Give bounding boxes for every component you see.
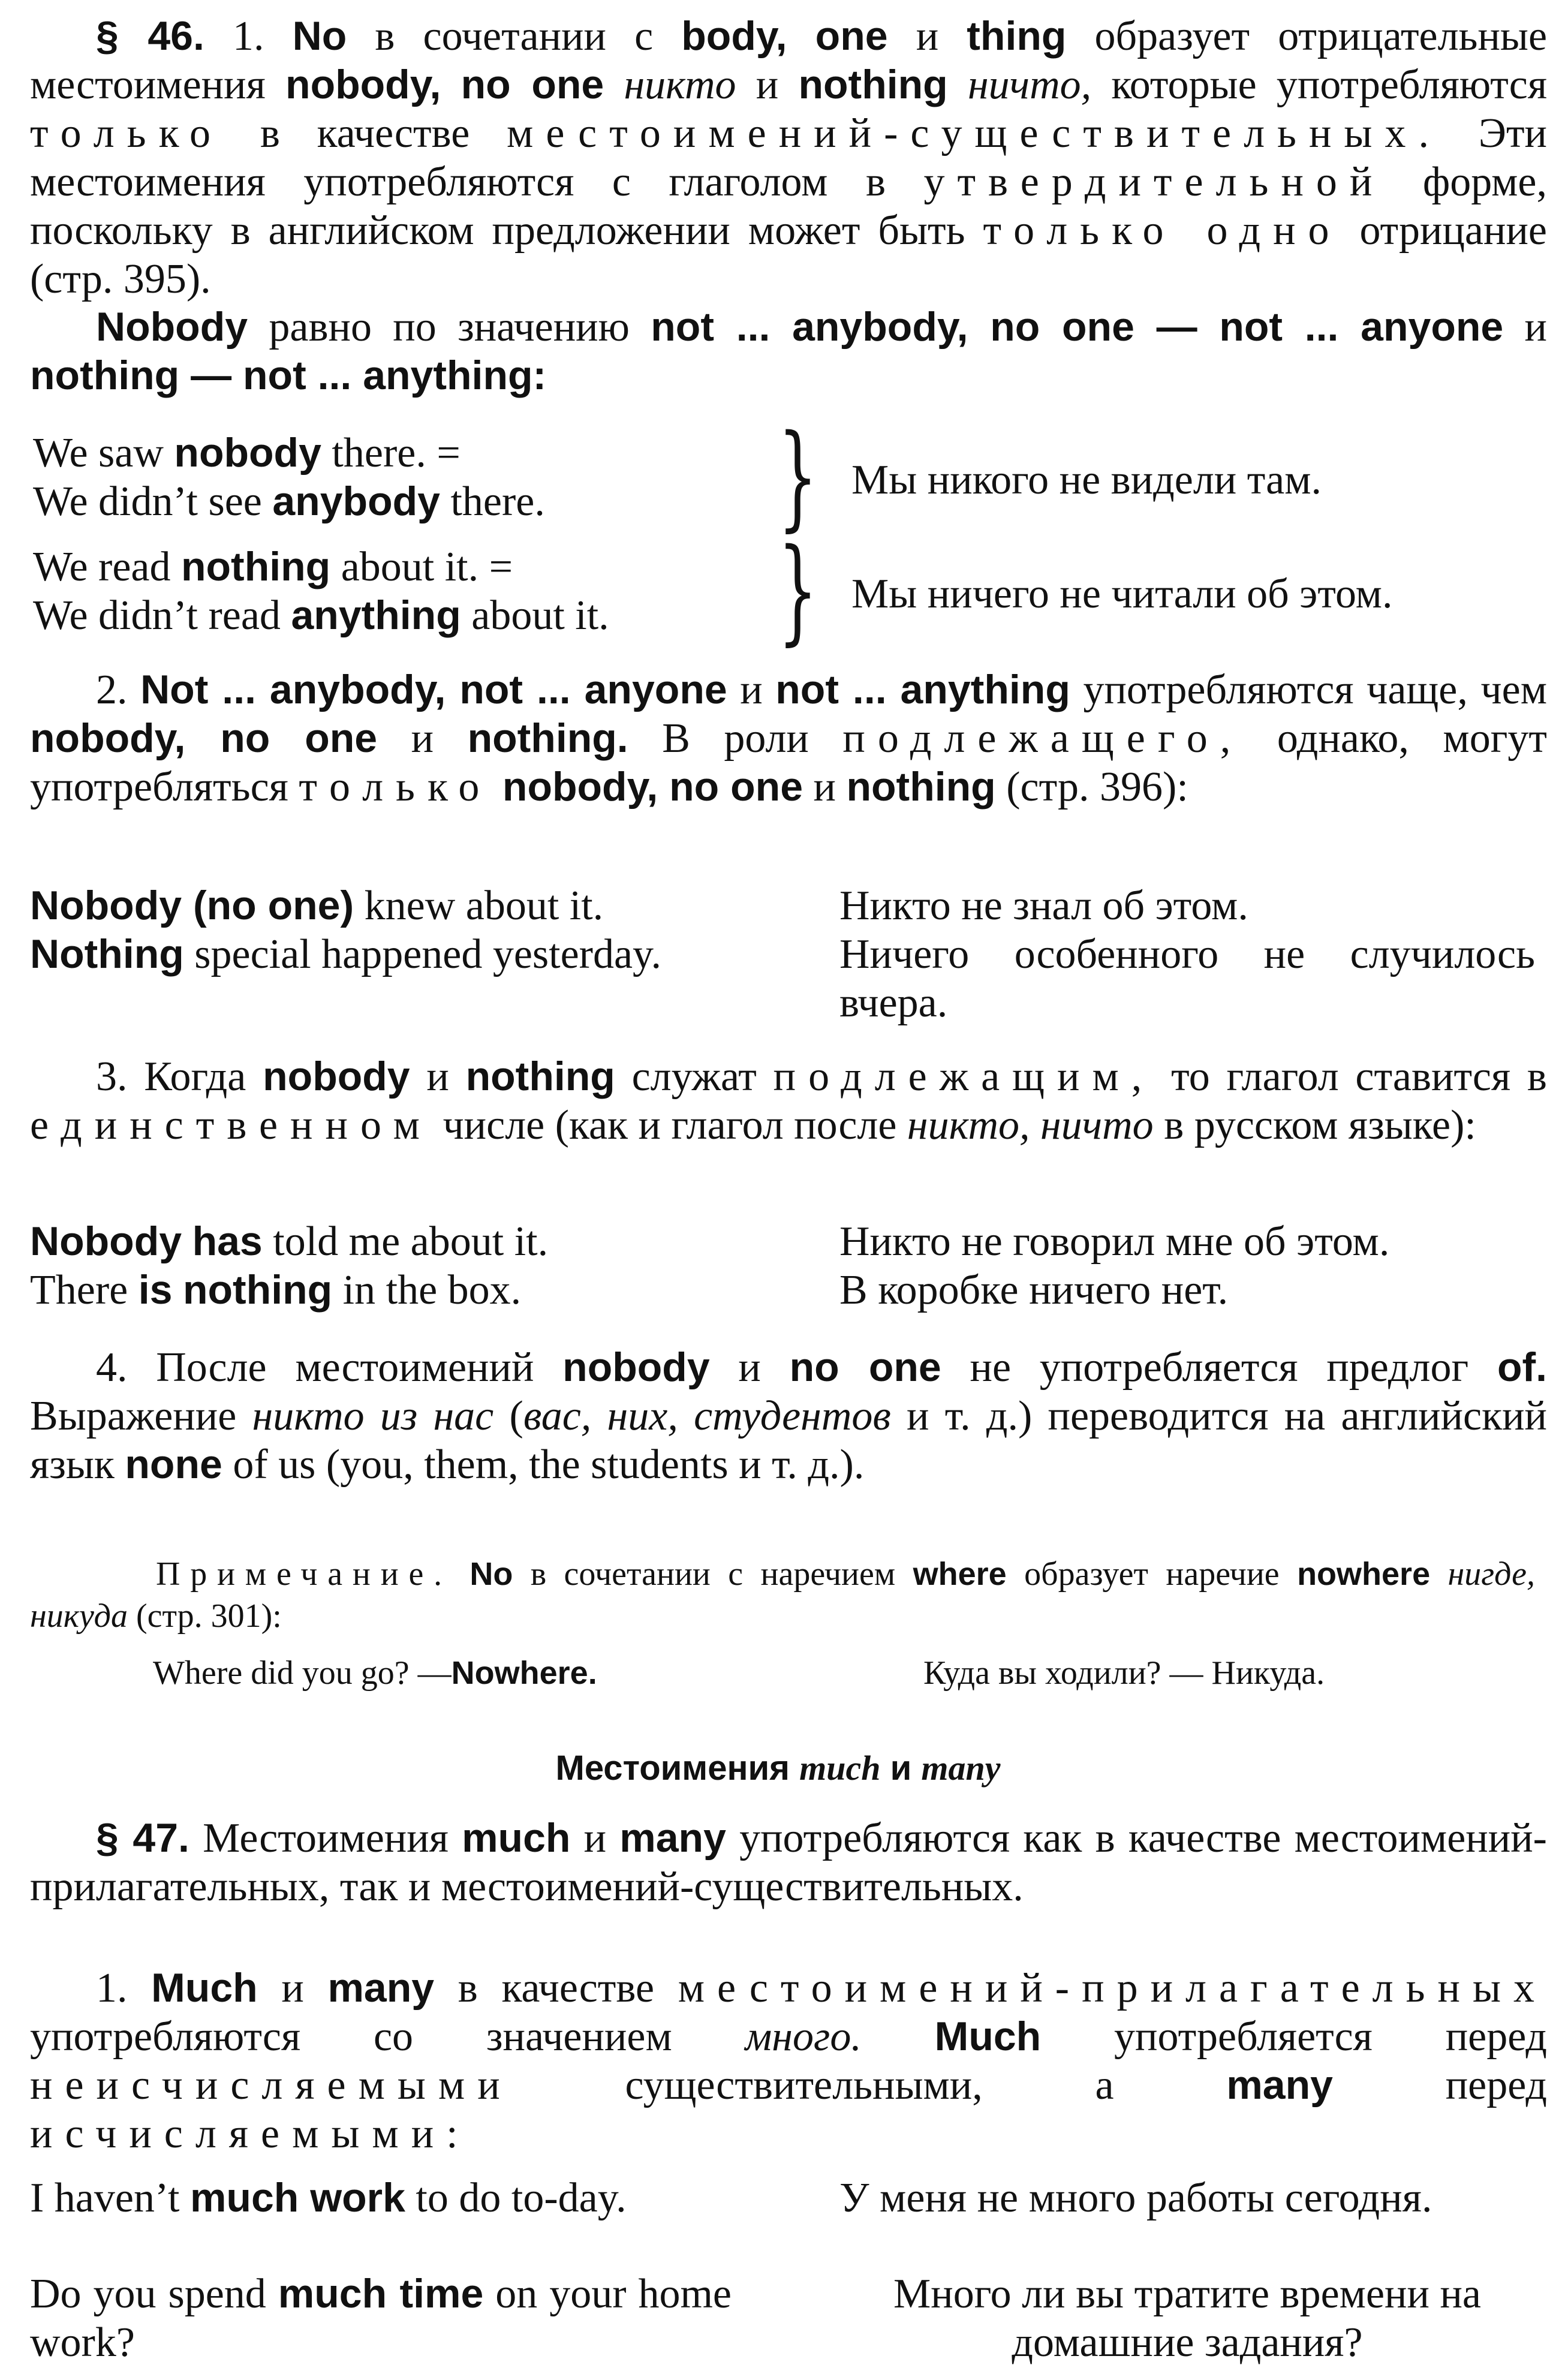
section-mark: § 47. [96,1815,189,1861]
s46-paragraph-1: § 46. 1. No в сочетании с body, one и thing образует отрицательные местоимения nobody, no one никто и nothing ничто, которые употребляются только в качестве местоимений-существительных. Эти местоимения употребляются с глаголом в утвердительной форме, поскольку в английском предложении может быть только одно отрицание (стр. 395). [30,13,1548,302]
s47-example-1-english: I haven’t much work to do to-day. [30,2175,627,2221]
s46-paragraph-point-3: 3. Когда nobody и nothing служат подлежащим, то глагол ставится в единственном числе (как и глагол после никто, ничто в русском языке): [30,1054,1547,1148]
s47-example-1-russian: У меня не много работы сегодня. [839,2175,1432,2221]
example-5-russian: Никто не говорил мне об этом. [839,1218,1390,1265]
example-4-english: Nothing special happened yesterday. [30,931,662,977]
example-6-russian: В коробке ничего нет. [839,1267,1229,1313]
example-1-english: We saw nobody there. = We didn’t see anybody there. [33,430,545,525]
s47-example-2-english: Do you spend much time on your home work? [30,2271,732,2366]
example-2-russian: Мы ничего не читали об этом. [851,571,1393,617]
example-3-english: Nobody (no one) knew about it. [30,883,604,929]
example-3-russian: Никто не знал об этом. [839,883,1248,929]
s47-paragraph: § 47. Местоимения much и many употребляются как в качестве местоимений-прилагательных, так и местоимений-существительных. [30,1815,1547,1910]
example-2-english: We read nothing about it. = We didn’t read anything about it. [33,544,609,639]
curly-brace-icon: } [778,410,818,543]
note: Примечание. No в сочетании с наречием where образует наречие nowhere нигде, никуда (стр. 301): [30,1555,1536,1635]
example-4-russian: Ничего особенного не случилось вчера. [839,931,1535,1026]
section-mark: § 46. [96,13,204,59]
s46-paragraph-point-4: 4. После местоимений nobody и no one не употребляется предлог of. Выражение никто из нас (вас, них, студентов и т. д.) переводится на английский язык none of us (you, them, the students и т. д.). [30,1344,1548,1488]
s47-paragraph-point-1: 1. Much и many в качестве местоимений-прилагательных употребляются со значением много. Much употребляется перед неисчисляемыми существительными, а many перед исчисляемыми: [30,1965,1548,2157]
note-label: Примечание. [156,1555,452,1593]
note-example-english: Where did you go? —Nowhere. [153,1654,597,1692]
example-5-english: Nobody has told me about it. [30,1218,549,1265]
section-heading: Местоимения much и many [555,1749,1001,1788]
note-example-russian: Куда вы ходили? — Никуда. [923,1654,1325,1692]
s46-paragraph-point-2: 2. Not ... anybody, not ... anyone и not ... anything употребляются чаще, чем nobody, no one и nothing. В роли подлежащего, однако, могут употребляться только nobody, no one и nothing (стр. 396): [30,667,1548,810]
curly-brace-icon: } [778,524,818,657]
example-1-russian: Мы никого не видели там. [851,457,1322,503]
example-6-english: There is nothing in the box. [30,1267,522,1313]
s46-paragraph-2: Nobody равно по значению not ... anybody, no one — not ... anyone и nothing — not ... anything: [30,304,1547,398]
s47-example-2-russian: Много ли вы тратите времени на домашние задания? [893,2271,1481,2366]
